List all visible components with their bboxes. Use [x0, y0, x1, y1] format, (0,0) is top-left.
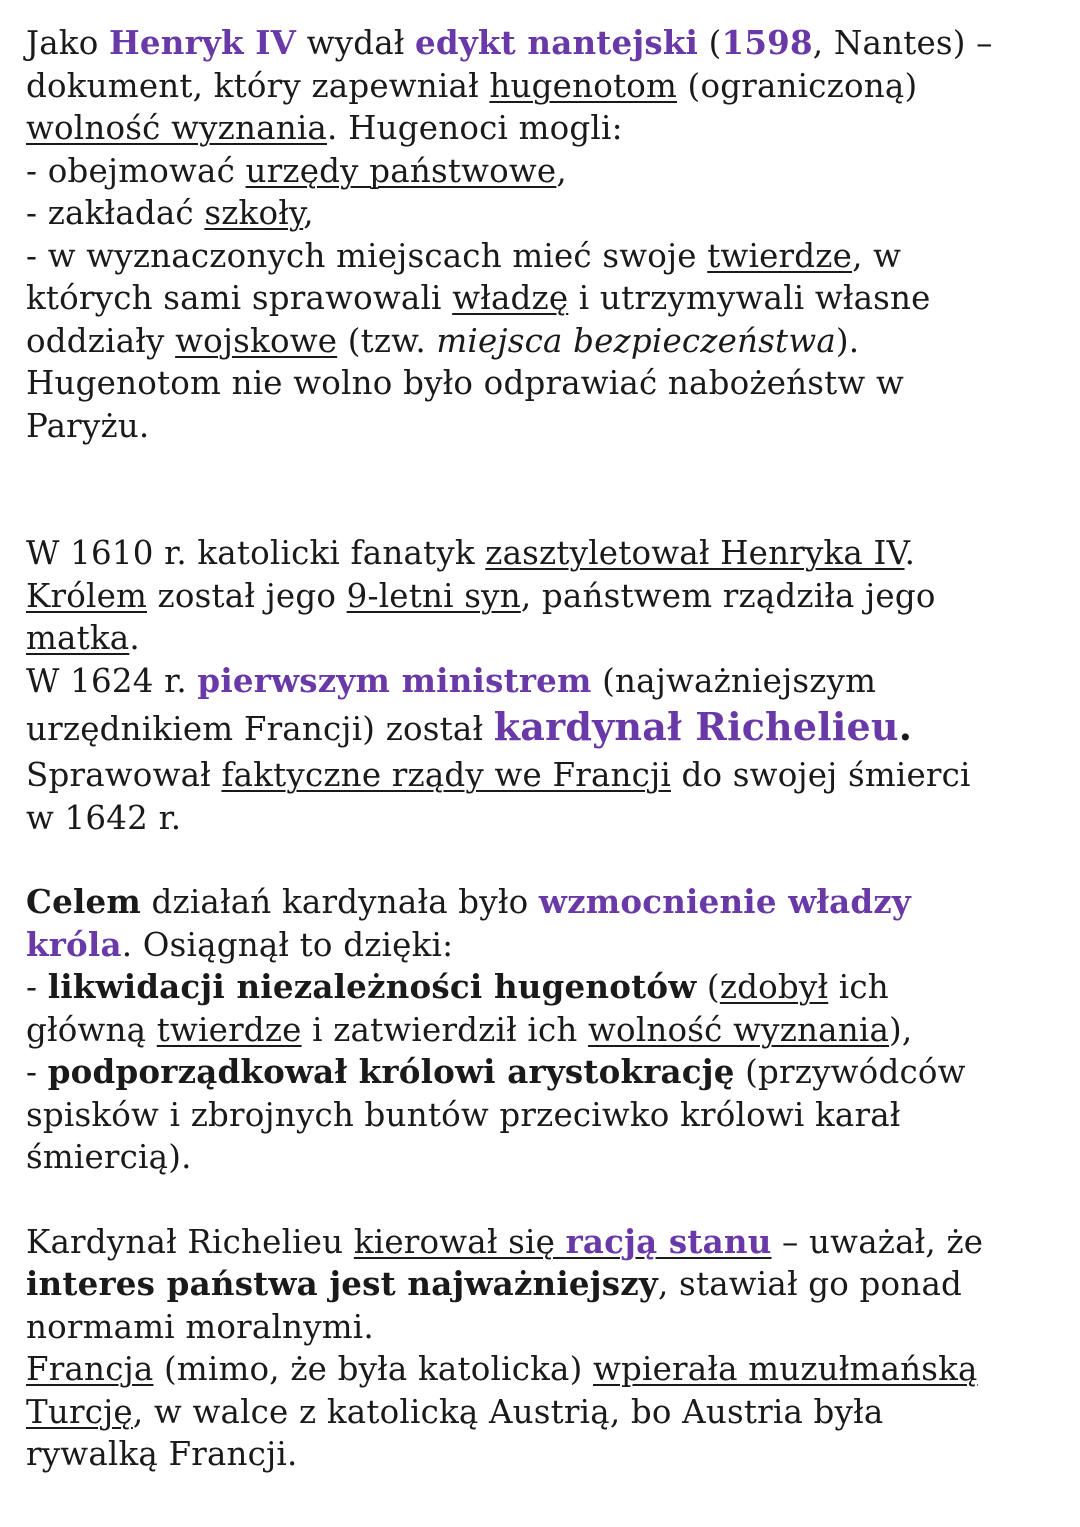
underlined-term: zasztyletował Henryka IV: [485, 534, 905, 572]
text-line: rywalką Francji.: [26, 1435, 298, 1473]
text: - zakładać: [26, 194, 205, 232]
highlight-henryk: Henryk IV: [109, 23, 297, 62]
highlight-year: 1598: [721, 23, 813, 62]
underlined-term: władzę: [452, 279, 569, 317]
highlight-edict: edykt nantejski: [415, 23, 699, 62]
text: działań kardynała było: [140, 883, 539, 921]
text-line: Hugenotom nie wolno było odprawiać nabożeństw w: [26, 364, 904, 402]
text-line: [26, 1263, 1061, 1306]
highlight-richelieu: kardynał Richelieu: [493, 704, 899, 749]
underlined-term: faktyczne rządy we Francji: [221, 756, 671, 794]
bold-term: likwidacji niezależności hugenotów: [47, 967, 697, 1006]
highlight-goal: króla: [26, 924, 122, 964]
text-line: [26, 107, 1061, 150]
text-line: [26, 617, 1061, 660]
section-edict-of-nantes: [26, 22, 1061, 447]
bold-term: podporządkował królowi arystokrację: [47, 1052, 735, 1091]
text: (przywódców: [734, 1053, 966, 1091]
text: W 1610 r. katolicki fanatyk: [26, 534, 486, 572]
list-item: [26, 966, 1061, 1009]
text-line: [26, 754, 1061, 797]
text: oddziały: [26, 321, 176, 360]
text-line: [26, 65, 1061, 108]
text-line: [26, 924, 1061, 967]
text: urzędnikiem Francji) został: [26, 710, 494, 748]
text: (tzw.: [337, 321, 437, 360]
text: -: [26, 968, 48, 1006]
text-line: śmiercią).: [26, 1138, 192, 1176]
text: i utrzymywali własne: [568, 279, 931, 317]
italic-term: miejsca bezpieczeństwa: [436, 321, 836, 360]
text: ),: [889, 1010, 913, 1049]
underlined-term: szkoły: [204, 194, 304, 232]
text: ,: [303, 194, 314, 232]
underlined-term: Królem: [26, 576, 148, 615]
text-line: [26, 660, 1061, 703]
text: W 1624 r.: [26, 661, 198, 700]
list-item: [26, 150, 1061, 193]
text: , w: [852, 236, 902, 275]
text: - w wyznaczonych miejscach mieć swoje: [26, 236, 708, 275]
spacer: [26, 1179, 1061, 1221]
text: (: [696, 968, 720, 1006]
text-line: [26, 1348, 1061, 1391]
text: Sprawował: [26, 756, 222, 794]
underlined-term: twierdze: [707, 236, 853, 275]
text-line: [26, 1391, 1061, 1434]
text: , państwem rządziła jego: [520, 576, 936, 615]
text-line: [26, 532, 1061, 575]
highlight-minister: pierwszym ministrem: [197, 660, 592, 700]
underlined-term: wojskowe: [175, 321, 338, 360]
spacer: [26, 447, 1061, 532]
underlined-term: Turcję: [26, 1392, 133, 1431]
section-richelieu: [26, 532, 1061, 839]
highlight-goal: wzmocnienie władzy: [538, 882, 912, 921]
text-line: normami moralnymi.: [26, 1307, 374, 1346]
list-item: [26, 1051, 1061, 1094]
text: Jako: [26, 24, 109, 62]
text: główną: [26, 1010, 157, 1049]
text: . Hugenoci mogli:: [327, 109, 623, 147]
text: -: [26, 1053, 48, 1091]
text-line: [26, 277, 1061, 320]
list-item: [26, 192, 1061, 235]
text: do swojej śmierci: [670, 756, 971, 794]
underlined-term: wpierała muzułmańską: [593, 1350, 978, 1388]
text: , stawiał go ponad: [658, 1265, 963, 1303]
text-line: [26, 1221, 1061, 1264]
text: – uważał, że: [771, 1222, 984, 1261]
underlined-term: matka: [26, 619, 130, 657]
text: , w walce z katolicką Austrią, bo Austria była: [132, 1392, 884, 1431]
underlined-term: Francja: [26, 1350, 154, 1388]
text: i zatwierdził ich: [301, 1010, 589, 1049]
underlined-term: hugenotom: [489, 66, 678, 105]
text: . Osiągnął to dzięki:: [121, 925, 454, 964]
text-line: Paryżu.: [26, 406, 150, 445]
text: ich: [828, 968, 889, 1006]
text: , Nantes) –: [812, 24, 993, 62]
text: kierował się: [353, 1222, 566, 1261]
bold-term: interes państwa jest najważniejszy: [26, 1264, 658, 1303]
underlined-term: twierdze: [156, 1010, 302, 1049]
text: .: [904, 534, 916, 572]
text-line: [26, 1009, 1061, 1052]
text: (ograniczoną): [677, 66, 918, 105]
text-line: [26, 881, 1061, 924]
highlight-raison: racją stanu: [565, 1221, 772, 1261]
text-line: spisków i zbrojnych buntów przeciwko królowi karał: [26, 1095, 901, 1134]
text: .: [898, 704, 913, 749]
text-line: [26, 702, 1061, 754]
underlined-term: [354, 1223, 772, 1261]
text-line: [26, 22, 1061, 65]
text: .: [129, 619, 140, 657]
section-goals: [26, 881, 1061, 1179]
text: wydał: [296, 24, 416, 62]
bold-term: Celem: [26, 882, 141, 921]
text-line: w 1642 r.: [26, 798, 182, 837]
spacer: [26, 839, 1061, 881]
text: dokument, który zapewniał: [26, 66, 490, 105]
text: (: [698, 24, 722, 62]
text-line: [26, 320, 1061, 363]
section-raison-detat: [26, 1221, 1061, 1476]
underlined-term: 9-letni syn: [346, 576, 521, 615]
underlined-term: zdobył: [719, 968, 829, 1006]
underlined-term: urzędy państwowe: [245, 151, 557, 190]
text: których sami sprawowali: [26, 279, 453, 317]
text-line: [26, 575, 1061, 618]
text: (najważniejszym: [591, 661, 877, 700]
list-item: [26, 235, 1061, 278]
text: ,: [556, 151, 567, 190]
text: ).: [835, 321, 860, 360]
underlined-term: wolność wyznania: [26, 109, 328, 147]
text: - obejmować: [26, 151, 246, 190]
text: (mimo, że była katolicka): [153, 1350, 593, 1388]
text: Kardynał Richelieu: [26, 1222, 354, 1261]
notes-page: [26, 22, 1061, 1476]
text: został jego: [147, 576, 347, 615]
underlined-term: wolność wyznania: [588, 1010, 890, 1049]
